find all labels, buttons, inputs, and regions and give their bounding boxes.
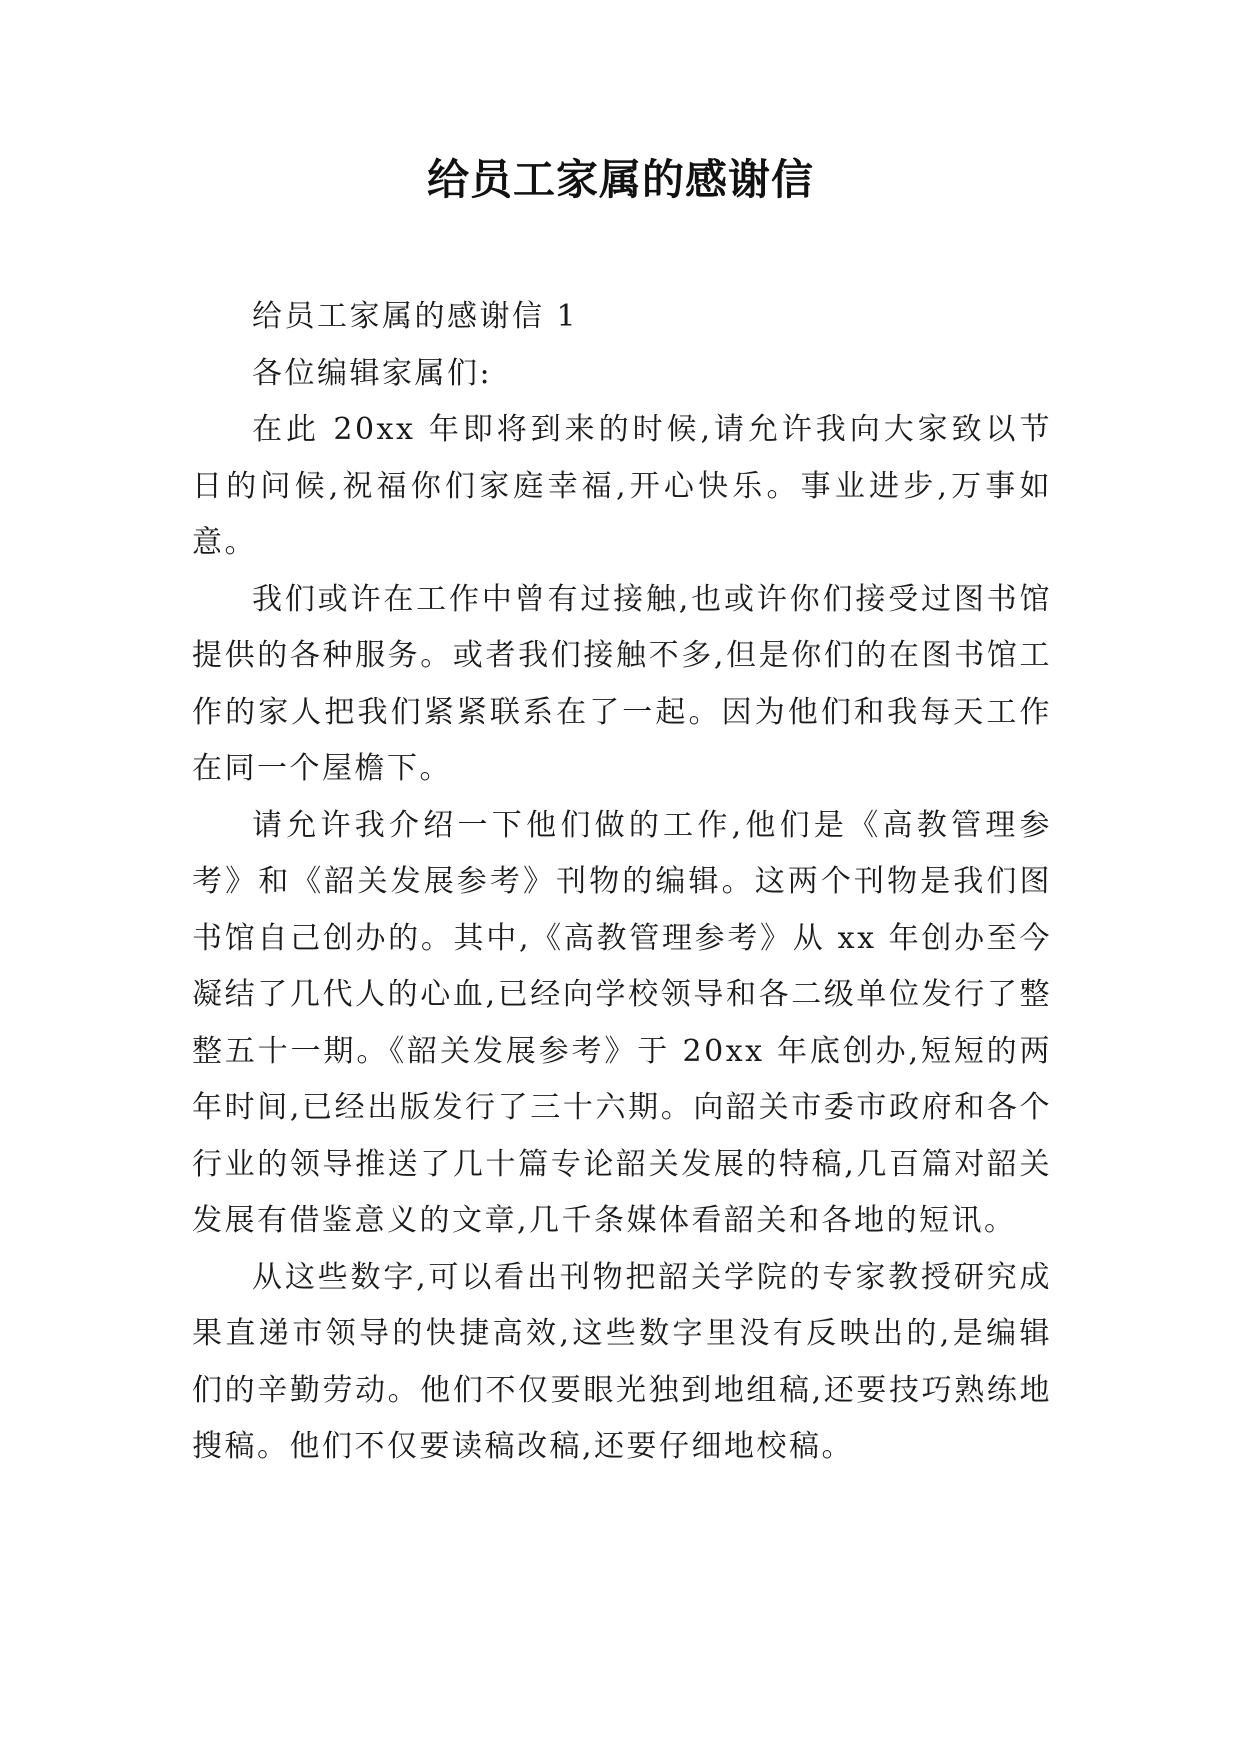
document-title: 给员工家属的感谢信 bbox=[426, 155, 814, 204]
letter-subtitle: 给员工家属的感谢信 1 bbox=[252, 299, 579, 334]
document-body bbox=[192, 289, 1052, 1476]
body-paragraph: 请允许我介绍一下他们做的工作,他们是《高教管理参考》和《韶关发展参考》刊物的编辑。这两个刊物是我们图书馆自己创办的。其中,《高教管理参考》从 xx 年创办至今凝结了几代人的心血,已经向学校领导和各二级单位发行了整整五十一期。《韶关发展参考》于 20xx 年底创办,短短的两年时间,已经出版发行了三十六期。向韶关市委市政府和各个行业的领导推送了几十篇专论韶关发展的特稿,几百篇对韶关发展有借鉴意义的文章,几千条媒体看韶关和各地的短讯。 bbox=[192, 807, 1052, 1238]
body-paragraph: 我们或许在工作中曾有过接触,也或许你们接受过图书馆提供的各种服务。或者我们接触不多,但是你们的在图书馆工作的家人把我们紧紧联系在了一起。因为他们和我每天工作在同一个屋檐下。 bbox=[192, 581, 1052, 786]
body-paragraph: 在此 20xx 年即将到来的时候,请允许我向大家致以节日的问候,祝福你们家庭幸福,开心快乐。事业进步,万事如意。 bbox=[192, 412, 1052, 560]
body-paragraph: 从这些数字,可以看出刊物把韶关学院的专家教授研究成果直递市领导的快捷高效,这些数字里没有反映出的,是编辑们的辛勤劳动。他们不仅要眼光独到地组稿,还要技巧熟练地搜稿。他们不仅要读稿改稿,还要仔细地校稿。 bbox=[192, 1259, 1052, 1464]
salutation: 各位编辑家属们: bbox=[252, 355, 493, 391]
